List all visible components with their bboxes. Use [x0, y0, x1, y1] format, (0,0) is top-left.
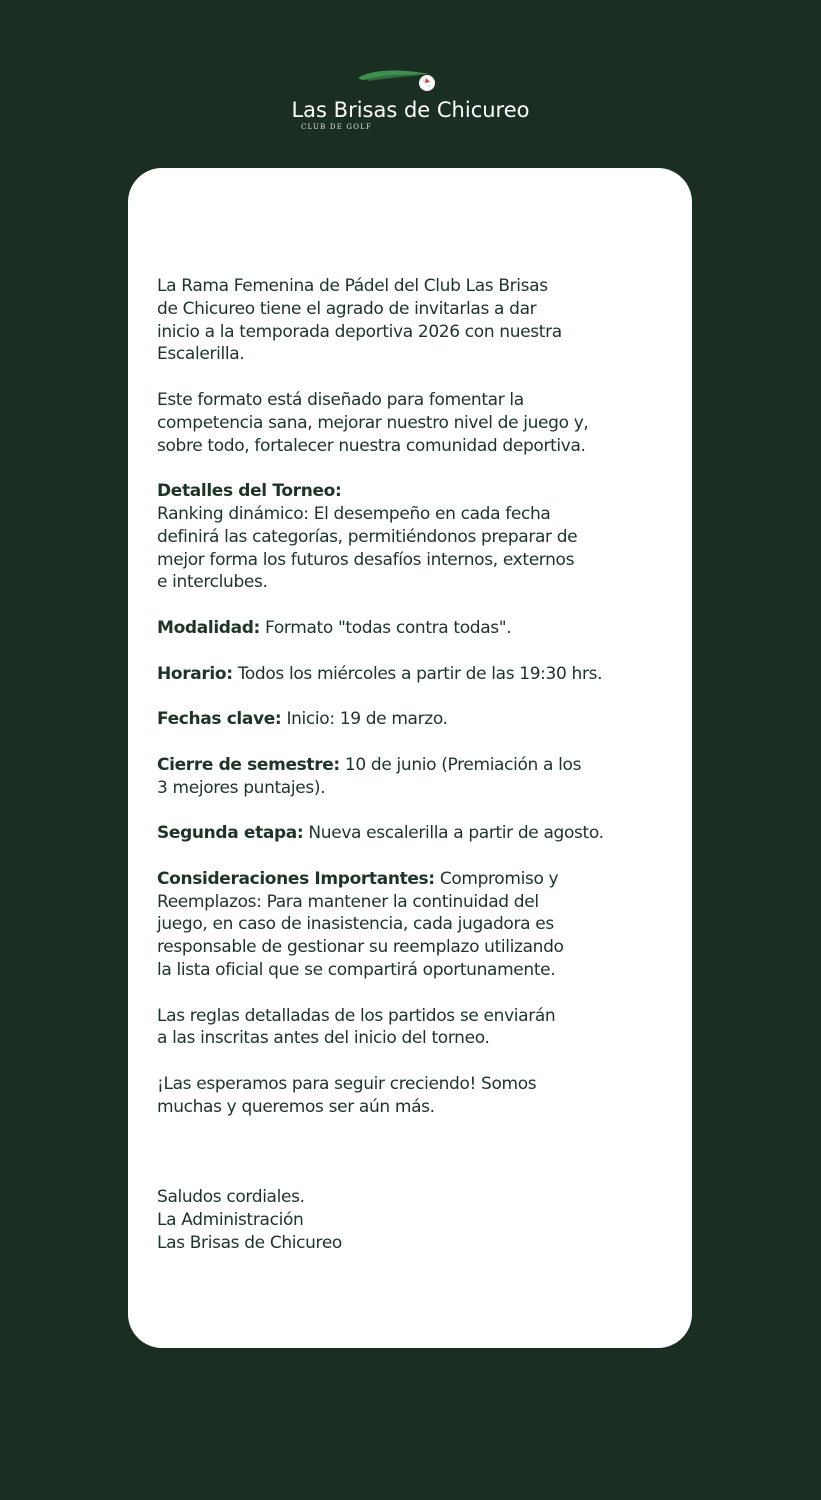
purpose-line: sobre todo, fortalecer nuestra comunidad deportiva.: [157, 435, 586, 456]
details-heading: Detalles del Torneo:: [157, 481, 342, 502]
horario-paragraph: [157, 663, 677, 686]
signature-line: Las Brisas de Chicureo: [157, 1233, 342, 1254]
consideraciones-paragraph: [157, 868, 677, 982]
modalidad-paragraph: [157, 617, 677, 640]
letter-card: [128, 168, 692, 1348]
fechas-paragraph: [157, 708, 677, 731]
fechas-label: Fechas clave:: [157, 709, 282, 730]
golf-ball-flag-icon: [356, 66, 440, 94]
fechas-text: Inicio: 19 de marzo.: [281, 709, 448, 730]
purpose-paragraph: [157, 389, 677, 457]
intro-line: La Rama Femenina de Pádel del Club Las Brisas: [157, 276, 548, 296]
details-line: Ranking dinámico: El desempeño en cada fecha: [157, 503, 551, 524]
rules-line: Las reglas detalladas de los partidos se enviarán: [157, 1005, 556, 1026]
horario-text: Todos los miércoles a partir de las 19:30 hrs.: [232, 663, 603, 684]
consideraciones-line: la lista oficial que se compartirá oportunamente.: [157, 959, 556, 980]
intro-line: inicio a la temporada deportiva 2026 con nuestra: [157, 321, 562, 342]
segunda-paragraph: [157, 822, 677, 845]
details-line: e interclubes.: [157, 572, 268, 593]
consideraciones-line: juego, en caso de inasistencia, cada jugadora es: [157, 914, 554, 935]
consideraciones-label: Consideraciones Importantes:: [157, 868, 435, 889]
details-paragraph: [157, 480, 677, 594]
closing-paragraph: [157, 1073, 677, 1119]
consideraciones-line: responsable de gestionar su reemplazo utilizando: [157, 937, 564, 958]
details-line: definirá las categorías, permitiéndonos preparar de: [157, 526, 578, 547]
signature: [157, 1186, 677, 1254]
intro-line: de Chicureo tiene el agrado de invitarlas a dar: [157, 298, 537, 319]
segunda-text: Nueva escalerilla a partir de agosto.: [303, 823, 604, 844]
details-line: mejor forma los futuros desafíos internos, externos: [157, 549, 575, 570]
cierre-paragraph: [157, 754, 677, 800]
cierre-text-line2: 3 mejores puntajes).: [157, 777, 326, 798]
segunda-label: Segunda etapa:: [157, 823, 304, 844]
purpose-line: Este formato está diseñado para fomentar la: [157, 389, 524, 410]
purpose-line: competencia sana, mejorar nuestro nivel de juego y,: [157, 412, 589, 433]
intro-paragraph: [157, 275, 677, 366]
horario-label: Horario:: [157, 663, 233, 684]
modalidad-text: Formato "todas contra todas".: [260, 617, 512, 638]
intro-line: Escalerilla.: [157, 344, 245, 365]
consideraciones-line: Reemplazos: Para mantener la continuidad del: [157, 891, 539, 912]
rules-line: a las inscritas antes del inicio del torneo.: [157, 1028, 490, 1049]
cierre-label: Cierre de semestre:: [157, 754, 340, 775]
signature-line: Saludos cordiales.: [157, 1187, 305, 1208]
club-name: Las Brisas de Chicureo: [291, 98, 530, 122]
rules-paragraph: [157, 1005, 677, 1051]
letter-body: [157, 275, 677, 1255]
cierre-text: 10 de junio (Premiación a los: [339, 754, 582, 775]
consideraciones-text: Compromiso y: [434, 868, 559, 889]
closing-line: ¡Las esperamos para seguir creciendo! Somos: [157, 1073, 537, 1094]
club-subtitle: CLUB DE GOLF: [301, 123, 373, 131]
signature-line: La Administración: [157, 1210, 304, 1231]
club-logo: [0, 66, 821, 138]
modalidad-label: Modalidad:: [157, 617, 260, 638]
closing-line: muchas y queremos ser aún más.: [157, 1096, 435, 1117]
